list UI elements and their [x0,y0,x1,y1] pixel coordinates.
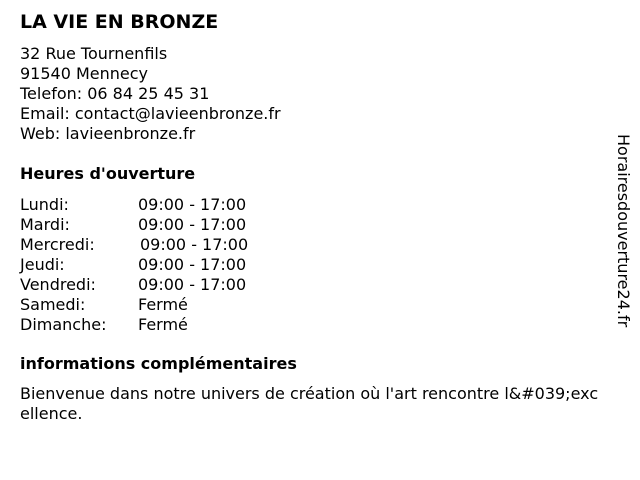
address-block [20,44,281,144]
watermark-container [613,134,633,346]
street-address: 32 Rue Tournenfils [20,44,168,63]
day-label: Jeudi: [20,255,65,274]
hours-value: Fermé [138,295,188,314]
hours-value: 09:00 - 17:00 [138,215,247,234]
site-watermark: Horairesdouverture24.fr [614,134,633,328]
hours-row-wednesday [20,235,300,255]
website-line: Web: lavieenbronze.fr [20,124,196,143]
hours-heading: Heures d'ouverture [20,164,196,183]
day-label: Dimanche: [20,315,107,334]
hours-value: 09:00 - 17:00 [138,255,247,274]
hours-row-thursday [20,255,300,275]
hours-value: 09:00 - 17:00 [140,235,249,254]
day-label: Mardi: [20,215,70,234]
info-description: Bienvenue dans notre univers de création où l'art rencontre l&#039;excellence. [20,384,599,423]
day-label: Samedi: [20,295,86,314]
info-heading: informations complémentaires [20,354,297,373]
hours-value: Fermé [138,315,188,334]
hours-row-tuesday [20,215,300,235]
day-label: Vendredi: [20,275,96,294]
hours-row-friday [20,275,300,295]
phone-line: Telefon: 06 84 25 45 31 [20,84,210,103]
email-line: Email: contact@lavieenbronze.fr [20,104,281,123]
hours-row-sunday [20,315,300,335]
hours-row-monday [20,195,300,215]
hours-table [20,195,300,335]
hours-value: 09:00 - 17:00 [138,195,247,214]
hours-row-saturday [20,295,300,315]
day-label: Lundi: [20,195,69,214]
city-postal: 91540 Mennecy [20,64,149,83]
day-label: Mercredi: [20,235,95,254]
business-name: LA VIE EN BRONZE [20,11,219,33]
hours-value: 09:00 - 17:00 [138,275,247,294]
